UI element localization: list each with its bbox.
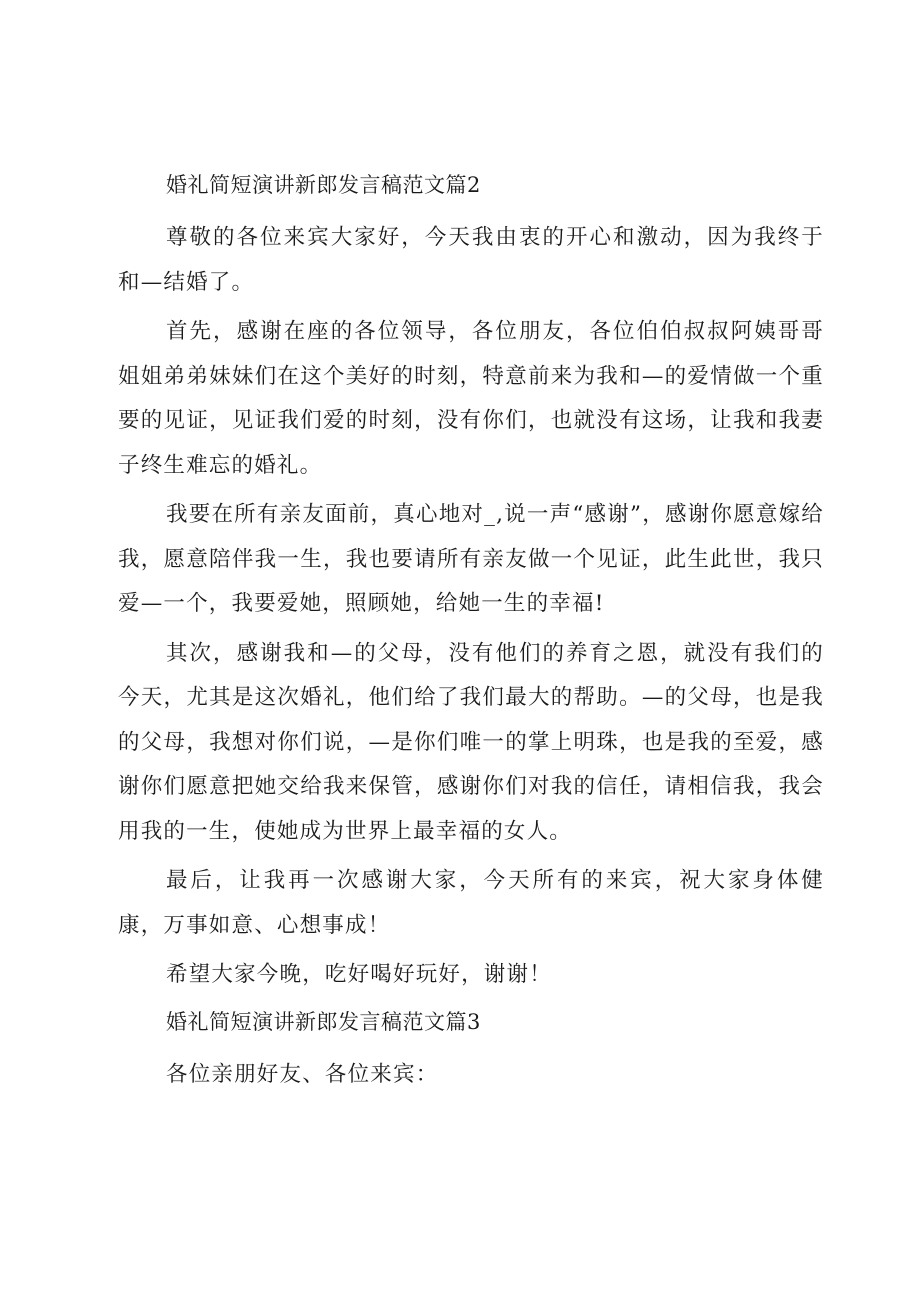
paragraph-final-thanks: 最后，让我再一次感谢大家，今天所有的来宾，祝大家身体健康，万事如意、心想事成！ <box>118 868 824 938</box>
paragraph-thanks-parents: 其次，感谢我和—的父母，没有他们的养育之恩，就没有我们的今天，尤其是这次婚礼，他们给了我们最大的帮助。—的父母，也是我的父母，我想对你们说，—是你们唯一的掌上明珠，也是我的至爱，感谢你们愿意把她交给我来保管，感谢你们对我的信任，请相信我，我会用我的一生，使她成为世界上最幸福的女人。 <box>118 640 824 844</box>
paragraph-greeting: 尊敬的各位来宾大家好，今天我由衷的开心和激动，因为我终于和—结婚了。 <box>118 225 824 295</box>
document-body <box>118 166 824 1102</box>
section-heading-3: 婚礼简短演讲新郎发言稿范文篇3 <box>166 1009 481 1034</box>
paragraph-thanks-bride: 我要在所有亲友面前，真心地对_,说一声“感谢”，感谢你愿意嫁给我，愿意陪伴我一生，我也要请所有亲友做一个见证，此生此世，我只爱—一个，我要爱她，照顾她，给她一生的幸福! <box>118 502 824 616</box>
paragraph-thanks-guests: 首先，感谢在座的各位领导，各位朋友，各位伯伯叔叔阿姨哥哥姐姐弟弟妹妹们在这个美好的时刻，特意前来为我和—的爱情做一个重要的见证，见证我们爱的时刻，没有你们，也就没有这场，让我和我妻子终生难忘的婚礼。 <box>118 319 824 478</box>
section-heading-2: 婚礼简短演讲新郎发言稿范文篇2 <box>166 173 481 197</box>
paragraph-closing-wish: 希望大家今晚，吃好喝好玩好，谢谢！ <box>166 962 552 987</box>
paragraph-greeting-2: 各位亲朋好友、各位来宾： <box>166 1061 439 1087</box>
